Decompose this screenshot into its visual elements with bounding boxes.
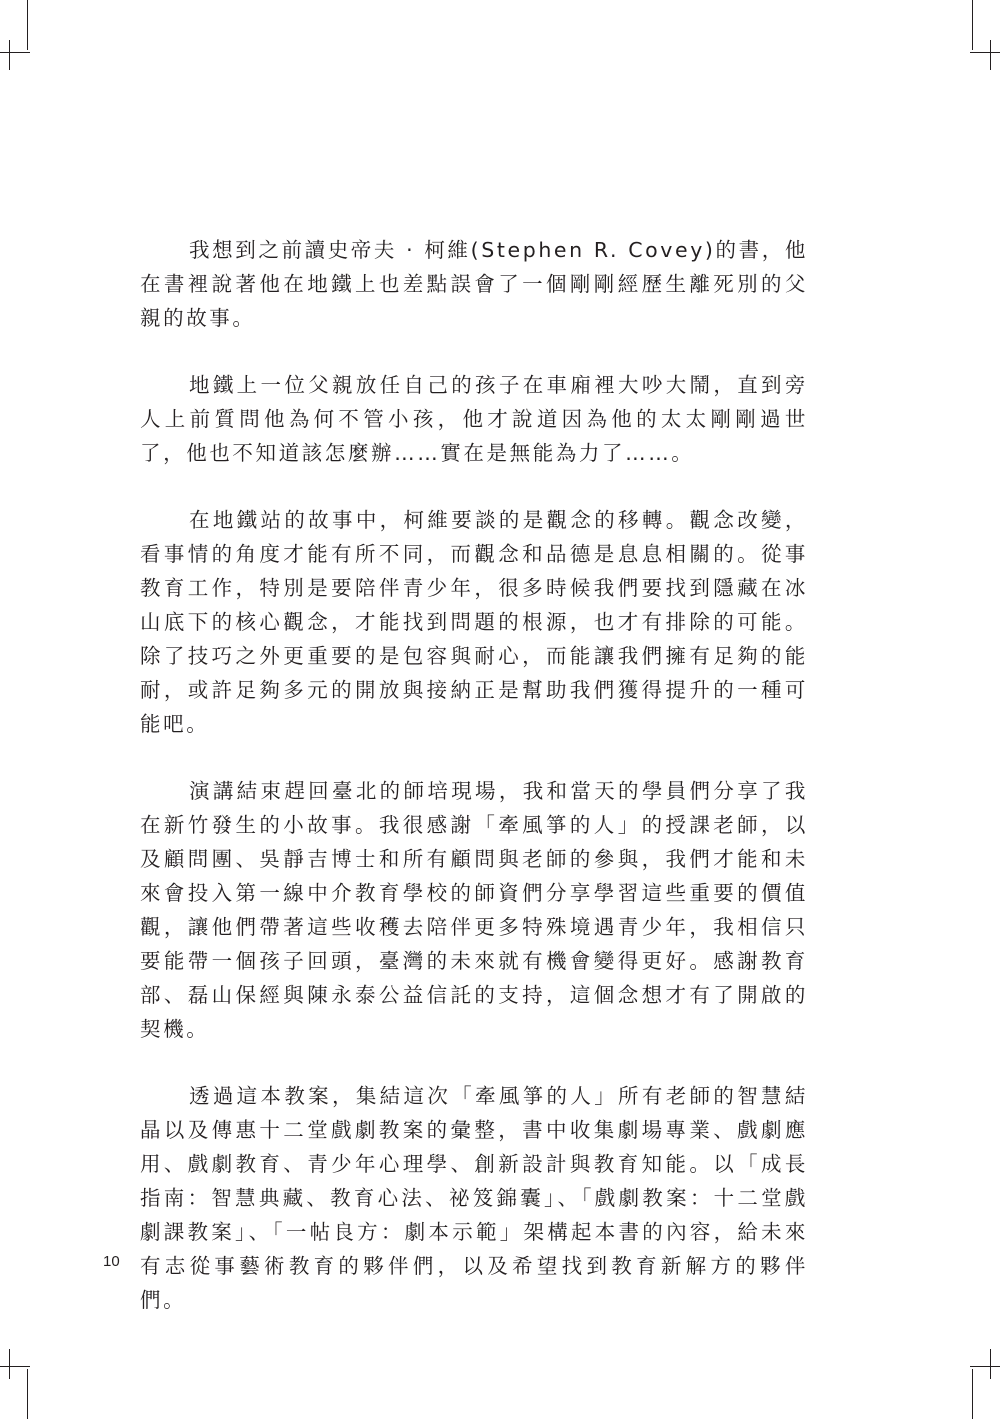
crop-mark-top-right-vertical [972, 0, 973, 50]
page-number: 10 [103, 1253, 120, 1270]
crop-mark-top-left-vertical [27, 0, 28, 50]
crop-mark-top-right-horizontal [970, 52, 1000, 53]
crop-mark-bottom-left-vertical-2 [9, 1349, 10, 1379]
paragraph-3: 在地鐵站的故事中，柯維要談的是觀念的移轉。觀念改變，看事情的角度才能有所不同，而觀念和品德是息息相關的。從事教育工作，特別是要陪伴青少年，很多時候我們要找到隱藏在冰山底下的核心觀念，才能找到問題的根源，也才有排除的可能。除了技巧之外更重要的是包容與耐心，而能讓我們擁有足夠的能耐，或許足夠多元的開放與接納正是幫助我們獲得提升的一種可能吧。 [140, 508, 808, 736]
crop-mark-bottom-right-horizontal [970, 1366, 1000, 1367]
crop-mark-bottom-left-horizontal [0, 1366, 30, 1367]
crop-mark-bottom-left-vertical [27, 1369, 28, 1419]
paragraph-4: 演講結束趕回臺北的師培現場，我和當天的學員們分享了我在新竹發生的小故事。我很感謝「牽風箏的人」的授課老師，以及顧問團、吳靜吉博士和所有顧問與老師的參與，我們才能和未來會投入第一線中介教育學校的師資們分享學習這些重要的價值觀，讓他們帶著這些收穫去陪伴更多特殊境遇青少年，我相信只要能帶一個孩子回頭，臺灣的未來就有機會變得更好。感謝教育部、磊山保經與陳永泰公益信託的支持，這個念想才有了開啟的契機。 [140, 779, 808, 1041]
crop-mark-top-right-vertical-2 [990, 40, 991, 70]
paragraph-2: 地鐵上一位父親放任自己的孩子在車廂裡大吵大鬧，直到旁人上前質問他為何不管小孩，他才說道因為他的太太剛剛過世了，他也不知道該怎麼辦……實在是無能為力了……。 [140, 373, 808, 465]
paragraph-5: 透過這本教案，集結這次「牽風箏的人」所有老師的智慧結晶以及傳惠十二堂戲劇教案的彙整，書中收集劇場專業、戲劇應用、戲劇教育、青少年心理學、創新設計與教育知能。以「成長指南：智慧典藏、教育心法、祕笈錦囊」、「戲劇教案：十二堂戲劇課教案」、「一帖良方：劇本示範」架構起本書的內容，給未來有志從事藝術教育的夥伴們，以及希望找到教育新解方的夥伴們。 [140, 1084, 808, 1312]
crop-mark-bottom-right-vertical [972, 1369, 973, 1419]
crop-mark-top-left-vertical-2 [9, 40, 10, 70]
crop-mark-top-left-horizontal [0, 52, 30, 53]
paragraph-1: 我想到之前讀史帝夫 · 柯維(Stephen R. Covey)的書，他在書裡說著他在地鐵上也差點誤會了一個剛剛經歷生離死別的父親的故事。 [140, 238, 808, 330]
body-text [140, 233, 808, 1350]
crop-mark-bottom-right-vertical-2 [990, 1349, 991, 1379]
